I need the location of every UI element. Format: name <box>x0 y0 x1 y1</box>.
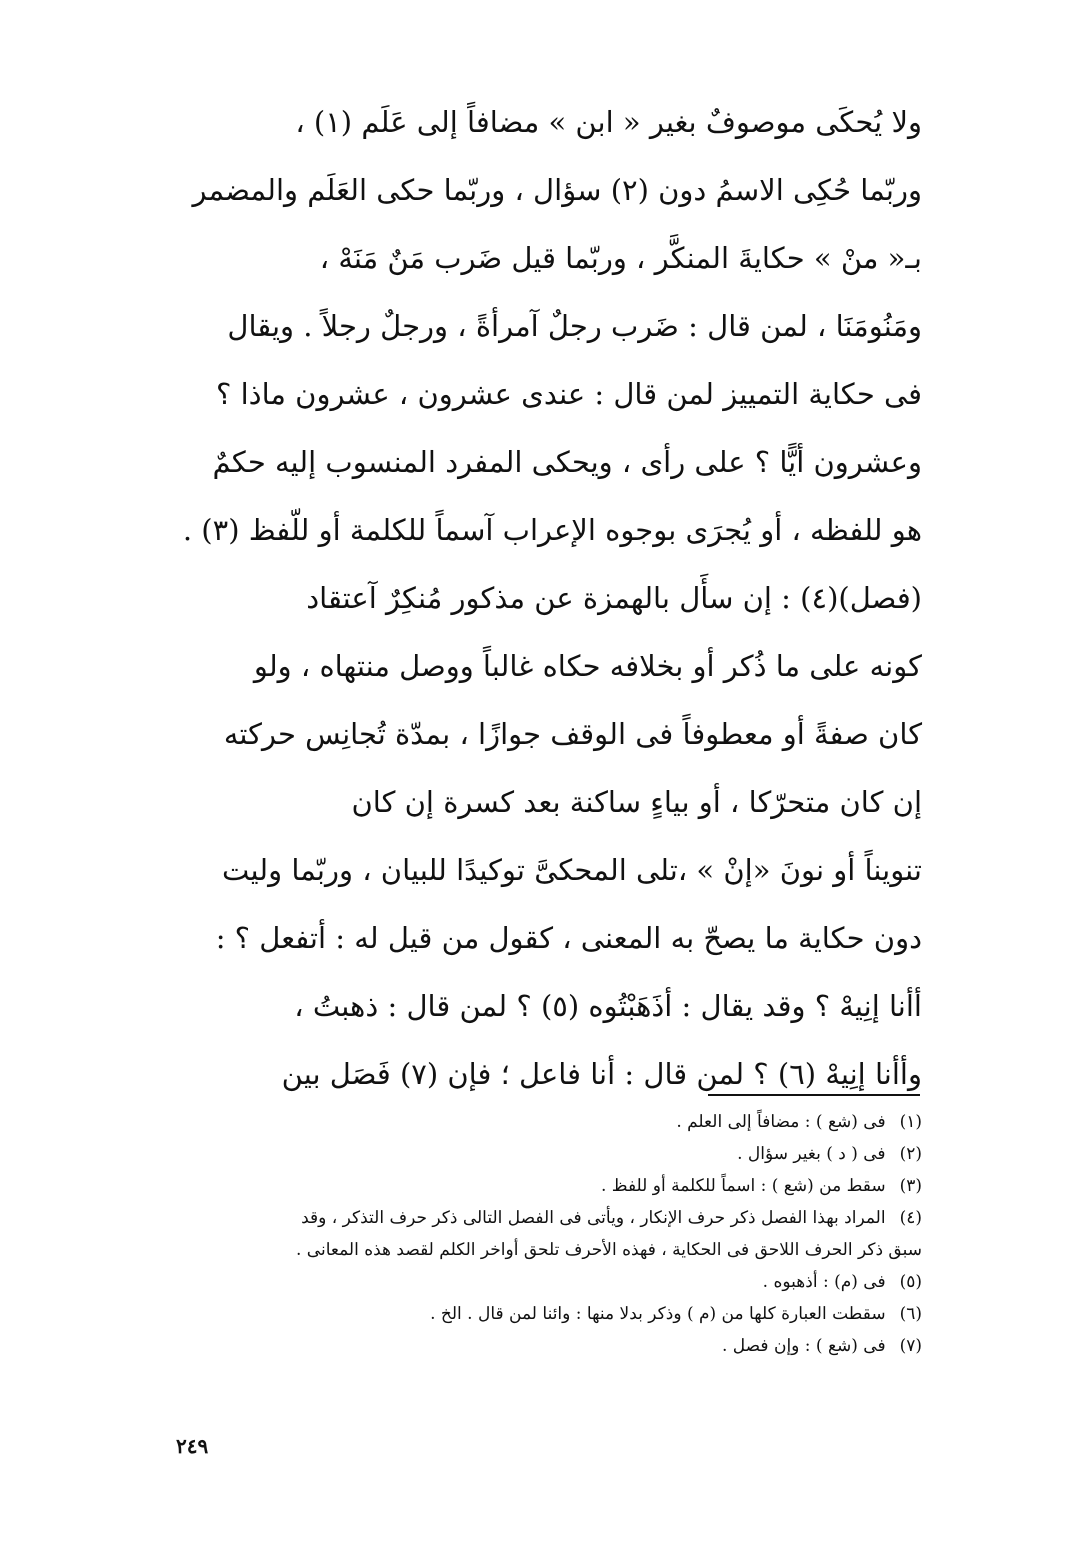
footnote-number: (٣) <box>899 1176 922 1196</box>
text-line: ولا يُحكَى موصوفٌ بغير « ابن » مضافاً إلى عَلَم (١) ، <box>295 105 922 139</box>
text-line: أأنا إنِيهْ ؟ وقد يقال : أذَهَبْتُوه (٥) ؟ لمن قال : ذهبتُ ، <box>294 989 922 1023</box>
footnote-number: (١) <box>899 1112 922 1132</box>
footnotes <box>180 1106 922 1362</box>
footnote <box>180 1202 922 1234</box>
text-line: وعشرون أيًّا ؟ على رأى ، ويحكى المفرد المنسوب إليه حكمٌ <box>212 445 922 479</box>
footnote-text: سبق ذكر الحرف اللاحق فى الحكاية ، فهذه الأحرف تلحق أواخر الكلم لقصد هذه المعانى . <box>295 1240 922 1260</box>
footnote-number: (٥) <box>899 1272 922 1292</box>
text-line: (فصل)(٤) : إن سأَل بالهمزة عن مذكور مُنكِرٌ آعتقاد <box>306 581 922 615</box>
footnote-continuation <box>180 1234 922 1266</box>
footnote <box>180 1138 922 1170</box>
text-line: كان صفةً أو معطوفاً فى الوقف جوازًا ، بمدّة تُجانِس حركته <box>223 717 922 751</box>
text-line: بـ« منْ » حكايةَ المنكَّر ، وربّما قيل ضَرب مَنٌ مَنَهْ ، <box>319 241 922 275</box>
footnote <box>180 1298 922 1330</box>
footnote-text: سقط من (شع ) : اسماً للكلمة أو للفظ . <box>601 1176 886 1196</box>
footnote-text: فى (شع ) : مضافاً إلى العلم . <box>676 1112 886 1132</box>
footnote-number: (٤) <box>899 1208 922 1228</box>
text-line: ومَنُومَنَا ، لمن قال : ضَرب رجلٌ آمرأةً ، ورجلٌ رجلاً . ويقال <box>227 309 922 343</box>
footnote-divider <box>708 1094 920 1096</box>
footnote-text: فى (م) : أذهبوه . <box>762 1272 886 1292</box>
footnote-text: فى ( د ) بغير سؤال . <box>737 1144 886 1164</box>
main-text <box>182 88 922 1108</box>
text-line: هو للفظه ، أو يُجرَى بوجوه الإعراب آسماً للكلمة أو للّفظ (٣) . <box>182 513 922 547</box>
footnote <box>180 1170 922 1202</box>
text-line: فى حكاية التمييز لمن قال : عندى عشرون ، عشرون ماذا ؟ <box>216 377 922 411</box>
text-line: تنويناً أو نونَ «إنْ » ،تلى المحكىَّ توكيدًا للبيان ، وربّما وليت <box>222 853 922 887</box>
page-number: ٢٤٩ <box>176 1434 209 1458</box>
footnote-number: (٦) <box>899 1304 922 1324</box>
footnote <box>180 1106 922 1138</box>
footnote-text: فى (شع ) : وإن فصل . <box>722 1336 886 1356</box>
text-line: كونه على ما ذُكر أو بخلافه حكاه غالباً ووصل منتهاه ، ولو <box>253 649 922 683</box>
footnote-text: المراد بهذا الفصل ذكر حرف الإنكار ، ويأتى فى الفصل التالى ذكر حرف التذكر ، وقد <box>301 1208 886 1228</box>
text-line: وربّما حُكِى الاسمُ دون (٢) سؤال ، وربّما حكى العَلَم والمضمر <box>192 173 922 207</box>
footnote <box>180 1266 922 1298</box>
footnote-number: (٢) <box>899 1144 922 1164</box>
text-line: إن كان متحرّكا ، أو بياءٍ ساكنة بعد كسرة إن كان <box>351 785 922 819</box>
footnote <box>180 1330 922 1362</box>
footnote-text: سقطت العبارة كلها من (م ) وذكر بدلا منها : وائنا لمن قال . الخ . <box>430 1304 886 1324</box>
text-line: دون حكاية ما يصحّ به المعنى ، كقول من قيل له : أتفعل ؟ : <box>215 921 922 955</box>
text-line: وأأنا إنِيهْ (٦) ؟ لمن قال : أنا فاعل ؛ فإن (٧) فَصَل بين <box>281 1057 922 1091</box>
footnote-number: (٧) <box>899 1336 922 1356</box>
